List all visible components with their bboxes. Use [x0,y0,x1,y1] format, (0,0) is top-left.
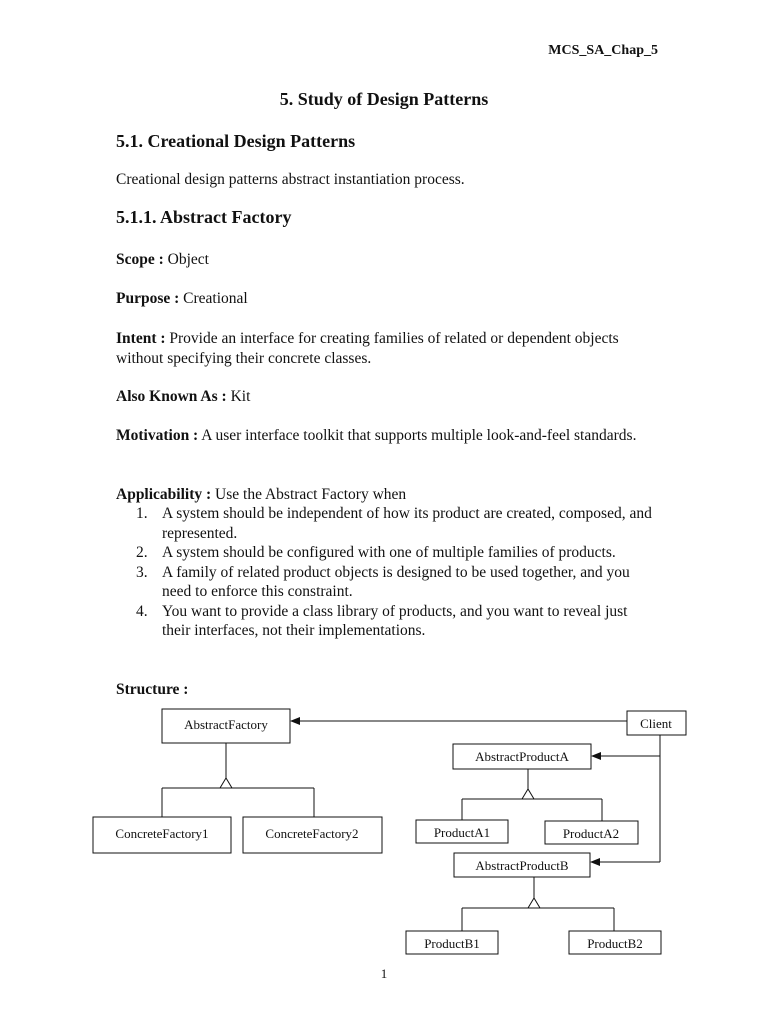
section-heading: 5.1. Creational Design Patterns [116,131,356,151]
class-box-abstract-product-b [454,853,590,877]
scope-label: Scope : [116,251,164,268]
list-item-number: 2. [136,544,148,561]
class-label: AbstractProductA [475,749,569,764]
page-header: MCS_SA_Chap_5 [548,43,658,58]
class-label: ProductB2 [587,936,643,951]
list-item-text: A system should be independent of how its product are created, composed, and represented. [162,505,652,542]
class-box-concrete-factory-2 [243,817,382,853]
class-label: ProductB1 [424,936,480,951]
purpose-label: Purpose : [116,290,180,307]
motivation-label: Motivation : [116,427,199,444]
class-box-abstract-product-a [453,744,591,769]
class-box-product-b2 [569,931,661,954]
intent-label: Intent : [116,330,166,347]
list-item-number: 3. [136,563,148,581]
class-label: AbstractProductB [475,858,569,873]
applicability-label: Applicability : [116,486,212,503]
class-label: ConcreteFactory2 [265,826,359,841]
class-box-product-a1 [416,820,508,843]
class-label: ConcreteFactory1 [115,826,209,841]
class-box-product-a2 [545,821,638,844]
class-label: Client [640,716,672,731]
class-label: AbstractFactory [184,717,268,732]
motivation-value: A user interface toolkit that supports multiple look-and-feel standards. [201,427,637,444]
list-item-text: A system should be configured with one of multiple families of products. [162,544,616,561]
page-title: 5. Study of Design Patterns [279,89,489,109]
list-item-number: 1. [136,505,148,522]
inheritance-abstract-factory [162,743,314,817]
scope-value: Object [167,251,209,268]
class-label: ProductA2 [562,826,620,841]
list-item-number: 4. [136,602,148,620]
inheritance-abstract-product-b [462,877,614,931]
applicability-value: Use the Abstract Factory when [215,486,407,503]
page-number: 1 [380,966,388,981]
class-label: ProductA1 [433,825,491,840]
class-box-client [627,711,686,735]
structure-label: Structure : [116,681,189,698]
list-item-text: You want to provide a class library of products, and you want to reveal just their interfaces, not their implementations. [162,602,628,639]
class-box-abstract-factory [162,709,290,743]
aka-label: Also Known As : [116,388,227,405]
section-intro: Creational design patterns abstract instantiation process. [116,171,465,188]
inheritance-abstract-product-a [462,769,602,821]
class-box-concrete-factory-1 [93,817,231,853]
list-item-text: A family of related product objects is designed to be used together, and you need to enforce this constraint. [162,563,630,600]
aka-value: Kit [230,388,251,405]
purpose-value: Creational [183,290,248,307]
class-box-product-b1 [406,931,498,954]
intent-value: Provide an interface for creating families of related or dependent objects without specifying their concrete classes. [116,330,619,367]
subsection-heading: 5.1.1. Abstract Factory [116,207,292,227]
